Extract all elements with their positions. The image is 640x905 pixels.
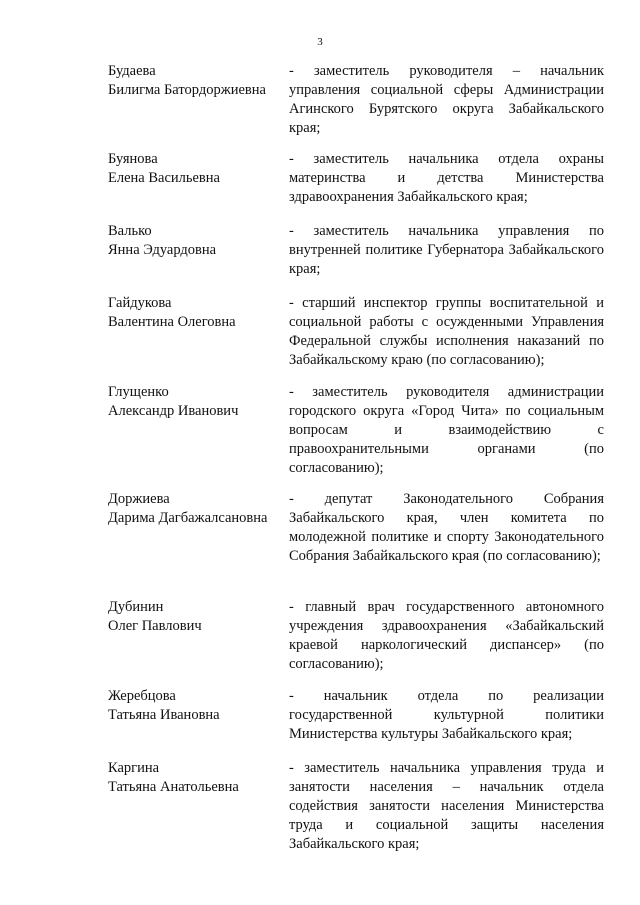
page-number: 3 [317,36,323,48]
member-name [108,294,283,332]
member-name [108,150,283,188]
member-given-names: Олег Павлович [108,618,202,634]
member-given-names: Елена Васильевна [108,170,220,186]
member-role: - заместитель начальника управления труда и занятости населения – начальник отдела содействия занятости населения Министерства труда и социальной защиты населения Забайкальского края; [289,760,604,852]
member-surname: Буянова [108,151,158,167]
member-surname: Валько [108,223,152,239]
member-given-names: Александр Иванович [108,403,239,419]
member-role: - главный врач государственного автономного учреждения здравоохранения «Забайкальский краевой наркологический диспансер» (по согласованию); [289,599,604,672]
member-given-names: Татьяна Анатольевна [108,779,239,795]
member-role: - депутат Законодательного Собрания Забайкальского края, член комитета по молодежной политике и спорту Законодательного Собрания Забайкальского края (по согласованию); [289,491,604,564]
member-role: - заместитель руководителя – начальник управления социальной сферы Администрации Агинского Бурятского округа Забайкальского края; [289,63,604,136]
member-name [108,687,283,725]
member-name [108,62,283,100]
member-surname: Глущенко [108,384,169,400]
member-given-names: Татьяна Ивановна [108,707,220,723]
member-given-names: Дарима Дагбажалсановна [108,510,268,526]
member-name [108,598,283,636]
member-name [108,490,283,528]
member-surname: Гайдукова [108,295,172,311]
member-given-names: Валентина Олеговна [108,314,236,330]
member-given-names: Янна Эдуардовна [108,242,217,258]
member-given-names: Билигма Батордоржиевна [108,82,266,98]
member-surname: Жеребцова [108,688,176,704]
member-surname: Будаева [108,63,156,79]
member-name [108,222,283,260]
member-role: - старший инспектор группы воспитательной и социальной работы с осужденными Управления Федеральной службы исполнения наказаний по Забайкальскому краю (по согласованию); [289,295,604,368]
member-role: - заместитель начальника управления по внутренней политике Губернатора Забайкальского края; [289,223,604,277]
member-name [108,383,283,421]
member-role: - заместитель руководителя администрации городского округа «Город Чита» по социальным вопросам и взаимодействию с правоохранительными органами (по согласованию); [289,384,604,476]
member-surname: Каргина [108,760,160,776]
member-name [108,759,283,797]
member-surname: Дубинин [108,599,164,615]
member-role: - начальник отдела по реализации государственной культурной политики Министерства культуры Забайкальского края; [289,688,604,742]
member-role: - заместитель начальника отдела охраны материнства и детства Министерства здравоохранения Забайкальского края; [289,151,604,205]
member-surname: Доржиева [108,491,170,507]
